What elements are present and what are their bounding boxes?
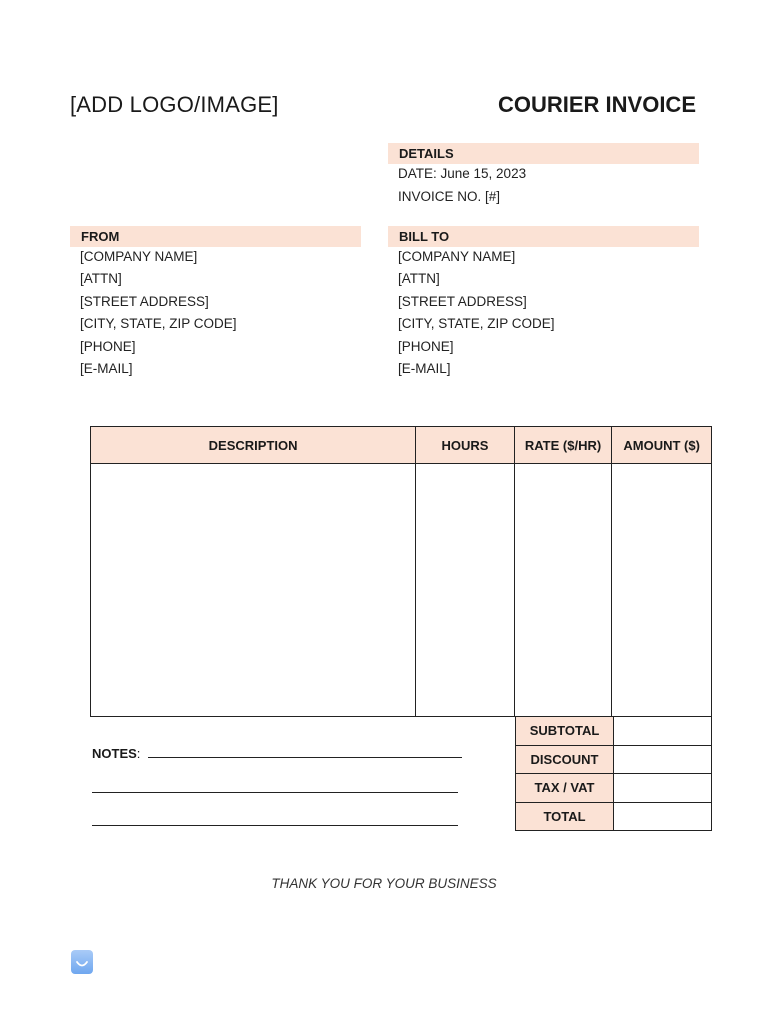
tax-label: TAX / VAT	[516, 774, 614, 803]
notes-line-3[interactable]	[92, 815, 458, 826]
hours-cell[interactable]	[416, 464, 515, 717]
notes-section	[92, 746, 462, 761]
line-items-table	[90, 426, 712, 717]
bill-to-email: [E-MAIL]	[398, 360, 451, 376]
amount-cell[interactable]	[612, 464, 712, 717]
totals-table	[515, 716, 712, 831]
invoice-date: DATE: June 15, 2023	[398, 166, 527, 181]
invoice-number: INVOICE NO. [#]	[398, 189, 501, 204]
total-label: TOTAL	[516, 802, 614, 831]
tax-value[interactable]	[614, 774, 712, 803]
from-heading: FROM	[70, 226, 361, 247]
from-phone: [PHONE]	[80, 338, 136, 354]
bill-to-city-state-zip: [CITY, STATE, ZIP CODE]	[398, 316, 555, 332]
subtotal-row	[516, 717, 712, 746]
notes-line-1[interactable]	[148, 747, 462, 758]
discount-value[interactable]	[614, 745, 712, 774]
description-cell[interactable]	[91, 464, 416, 717]
from-street-address: [STREET ADDRESS]	[80, 293, 209, 309]
invoice-title: COURIER INVOICE	[497, 92, 696, 117]
thank-you-message: THANK YOU FOR YOUR BUSINESS	[271, 876, 497, 891]
column-hours: HOURS	[416, 427, 515, 464]
bill-to-heading: BILL TO	[388, 226, 699, 247]
logo-placeholder: [ADD LOGO/IMAGE]	[70, 92, 279, 117]
from-city-state-zip: [CITY, STATE, ZIP CODE]	[80, 316, 237, 332]
table-row	[91, 464, 712, 717]
from-company-name: [COMPANY NAME]	[80, 249, 198, 264]
bill-to-company-name: [COMPANY NAME]	[398, 249, 516, 264]
bill-to-attn: [ATTN]	[398, 271, 440, 287]
discount-label: DISCOUNT	[516, 745, 614, 774]
total-row	[516, 802, 712, 831]
from-address-block	[80, 246, 237, 380]
notes-line-2[interactable]	[92, 782, 458, 793]
details-heading: DETAILS	[388, 143, 699, 164]
bill-to-phone: [PHONE]	[398, 338, 454, 354]
bill-to-address-block	[398, 246, 555, 380]
notes-colon: :	[136, 746, 141, 761]
bill-to-street-address: [STREET ADDRESS]	[398, 293, 527, 309]
from-email: [E-MAIL]	[80, 360, 133, 376]
subtotal-label: SUBTOTAL	[516, 717, 614, 746]
column-amount: AMOUNT ($)	[612, 427, 712, 464]
subtotal-value[interactable]	[614, 717, 712, 746]
table-header-row	[91, 427, 712, 464]
notes-label: NOTES	[92, 746, 137, 761]
from-attn: [ATTN]	[80, 271, 122, 287]
column-description: DESCRIPTION	[91, 427, 416, 464]
rate-cell[interactable]	[514, 464, 612, 717]
document-badge-icon[interactable]	[71, 950, 93, 974]
total-value[interactable]	[614, 802, 712, 831]
tax-row	[516, 774, 712, 803]
column-rate: RATE ($/HR)	[514, 427, 612, 464]
smile-glyph-icon	[71, 950, 93, 974]
discount-row	[516, 745, 712, 774]
